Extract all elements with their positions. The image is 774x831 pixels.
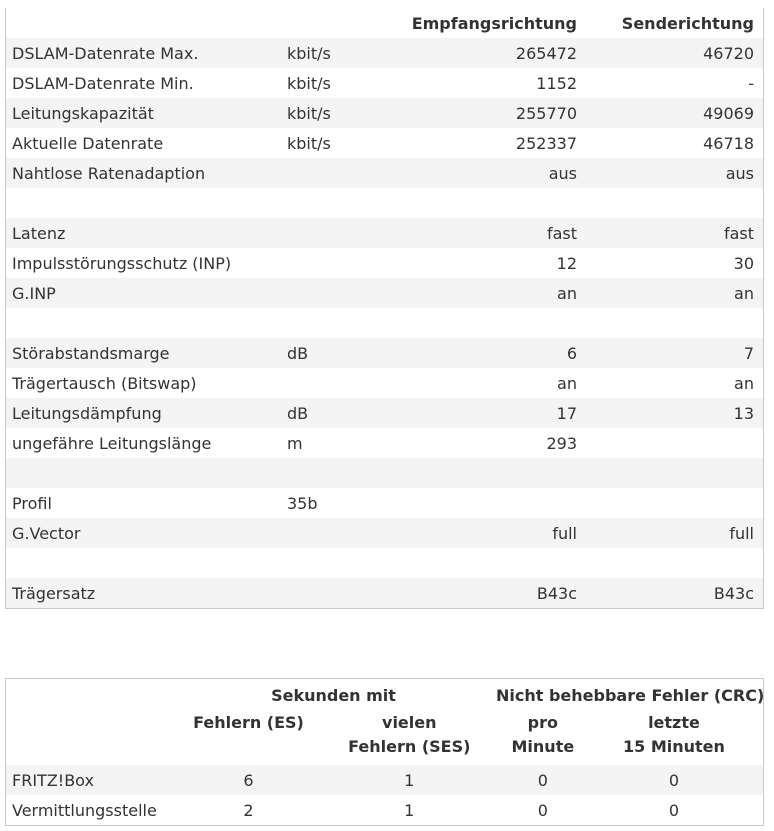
row-label: Impulsstörungsschutz (INP)	[12, 253, 232, 273]
col-last-15: letzte 15 Minuten	[623, 713, 725, 756]
row-label: ungefähre Leitungslänge	[12, 433, 212, 453]
row-unit: kbit/s	[287, 43, 331, 63]
row-per-minute: 0	[537, 770, 548, 790]
group-seconds: Sekunden mit	[271, 685, 396, 705]
table-row	[6, 308, 763, 338]
table-row	[6, 518, 763, 548]
error-table-group-header	[6, 679, 763, 711]
row-label: DSLAM-Datenrate Max.	[12, 43, 199, 63]
table-row	[6, 68, 763, 98]
row-upstream: 46720	[703, 43, 754, 63]
row-es: 2	[243, 800, 254, 820]
row-name: Vermittlungsstelle	[12, 800, 157, 820]
row-per-minute: 0	[537, 800, 548, 820]
row-label: G.Vector	[12, 523, 81, 543]
table-row	[6, 248, 763, 278]
row-downstream: 1152	[536, 73, 577, 93]
row-label: Trägertausch (Bitswap)	[12, 373, 197, 393]
row-unit: kbit/s	[287, 133, 331, 153]
header-upstream: Senderichtung	[621, 13, 754, 33]
table-row	[6, 338, 763, 368]
row-label: Störabstandsmarge	[12, 343, 170, 363]
row-unit: kbit/s	[287, 103, 331, 123]
table-row	[6, 548, 763, 578]
row-downstream: 17	[556, 403, 577, 423]
table-row	[6, 458, 763, 488]
row-downstream: 6	[566, 343, 577, 363]
row-label: Leitungsdämpfung	[12, 403, 162, 423]
row-downstream: 265472	[515, 43, 577, 63]
table-row	[6, 488, 763, 518]
row-label: DSLAM-Datenrate Min.	[12, 73, 194, 93]
row-downstream: an	[557, 283, 577, 303]
row-upstream: 30	[733, 253, 754, 273]
col-ses: vielen Fehlern (SES)	[348, 713, 471, 756]
row-unit: dB	[287, 343, 309, 363]
row-name: FRITZ!Box	[12, 770, 94, 790]
line-table-header	[6, 8, 763, 38]
row-ses: 1	[404, 800, 415, 820]
row-downstream: 252337	[515, 133, 577, 153]
row-downstream: 293	[546, 433, 577, 453]
table-row	[6, 158, 763, 188]
row-upstream: 49069	[703, 103, 754, 123]
row-upstream: aus	[725, 163, 754, 183]
row-upstream: B43c	[713, 583, 754, 603]
table-row	[6, 278, 763, 308]
row-label: Aktuelle Datenrate	[12, 133, 164, 153]
table-row	[6, 428, 763, 458]
table-row	[6, 188, 763, 218]
table-row	[6, 218, 763, 248]
header-downstream: Empfangsrichtung	[411, 13, 577, 33]
row-unit: 35b	[287, 493, 318, 513]
row-upstream: an	[734, 283, 754, 303]
col-per-minute: pro Minute	[511, 713, 575, 756]
row-upstream: 46718	[703, 133, 754, 153]
error-table	[5, 678, 764, 826]
table-row	[6, 38, 763, 68]
row-downstream: fast	[546, 223, 577, 243]
table-row	[6, 398, 763, 428]
row-upstream: 13	[733, 403, 754, 423]
row-label: Profil	[12, 493, 52, 513]
row-upstream: -	[748, 73, 754, 93]
row-es: 6	[243, 770, 254, 790]
row-unit: dB	[287, 403, 309, 423]
row-ses: 1	[404, 770, 415, 790]
row-last-15: 0	[668, 770, 680, 790]
table-row	[6, 795, 763, 825]
row-downstream: 255770	[515, 103, 577, 123]
row-upstream: an	[734, 373, 754, 393]
table-row	[6, 765, 763, 795]
row-upstream: fast	[723, 223, 754, 243]
row-label: Latenz	[12, 223, 66, 243]
row-upstream: full	[729, 523, 754, 543]
row-unit: m	[287, 433, 303, 453]
table-row	[6, 368, 763, 398]
dsl-line-table	[5, 8, 764, 609]
row-downstream: B43c	[536, 583, 577, 603]
row-label: Trägersatz	[12, 583, 96, 603]
group-crc: Nicht behebbare Fehler (CRC)	[496, 685, 765, 705]
row-label: Leitungskapazität	[12, 103, 154, 123]
table-row	[6, 128, 763, 158]
row-downstream: an	[557, 373, 577, 393]
row-last-15: 0	[668, 800, 680, 820]
row-label: G.INP	[12, 283, 56, 303]
row-downstream: aus	[548, 163, 577, 183]
error-table-column-header	[6, 711, 763, 765]
table-row	[6, 98, 763, 128]
table-row	[6, 578, 763, 608]
row-downstream: full	[552, 523, 577, 543]
row-label: Nahtlose Ratenadaption	[12, 163, 206, 183]
row-upstream: 7	[743, 343, 754, 363]
row-downstream: 12	[556, 253, 577, 273]
row-unit: kbit/s	[287, 73, 331, 93]
col-es: Fehlern (ES)	[193, 713, 304, 732]
